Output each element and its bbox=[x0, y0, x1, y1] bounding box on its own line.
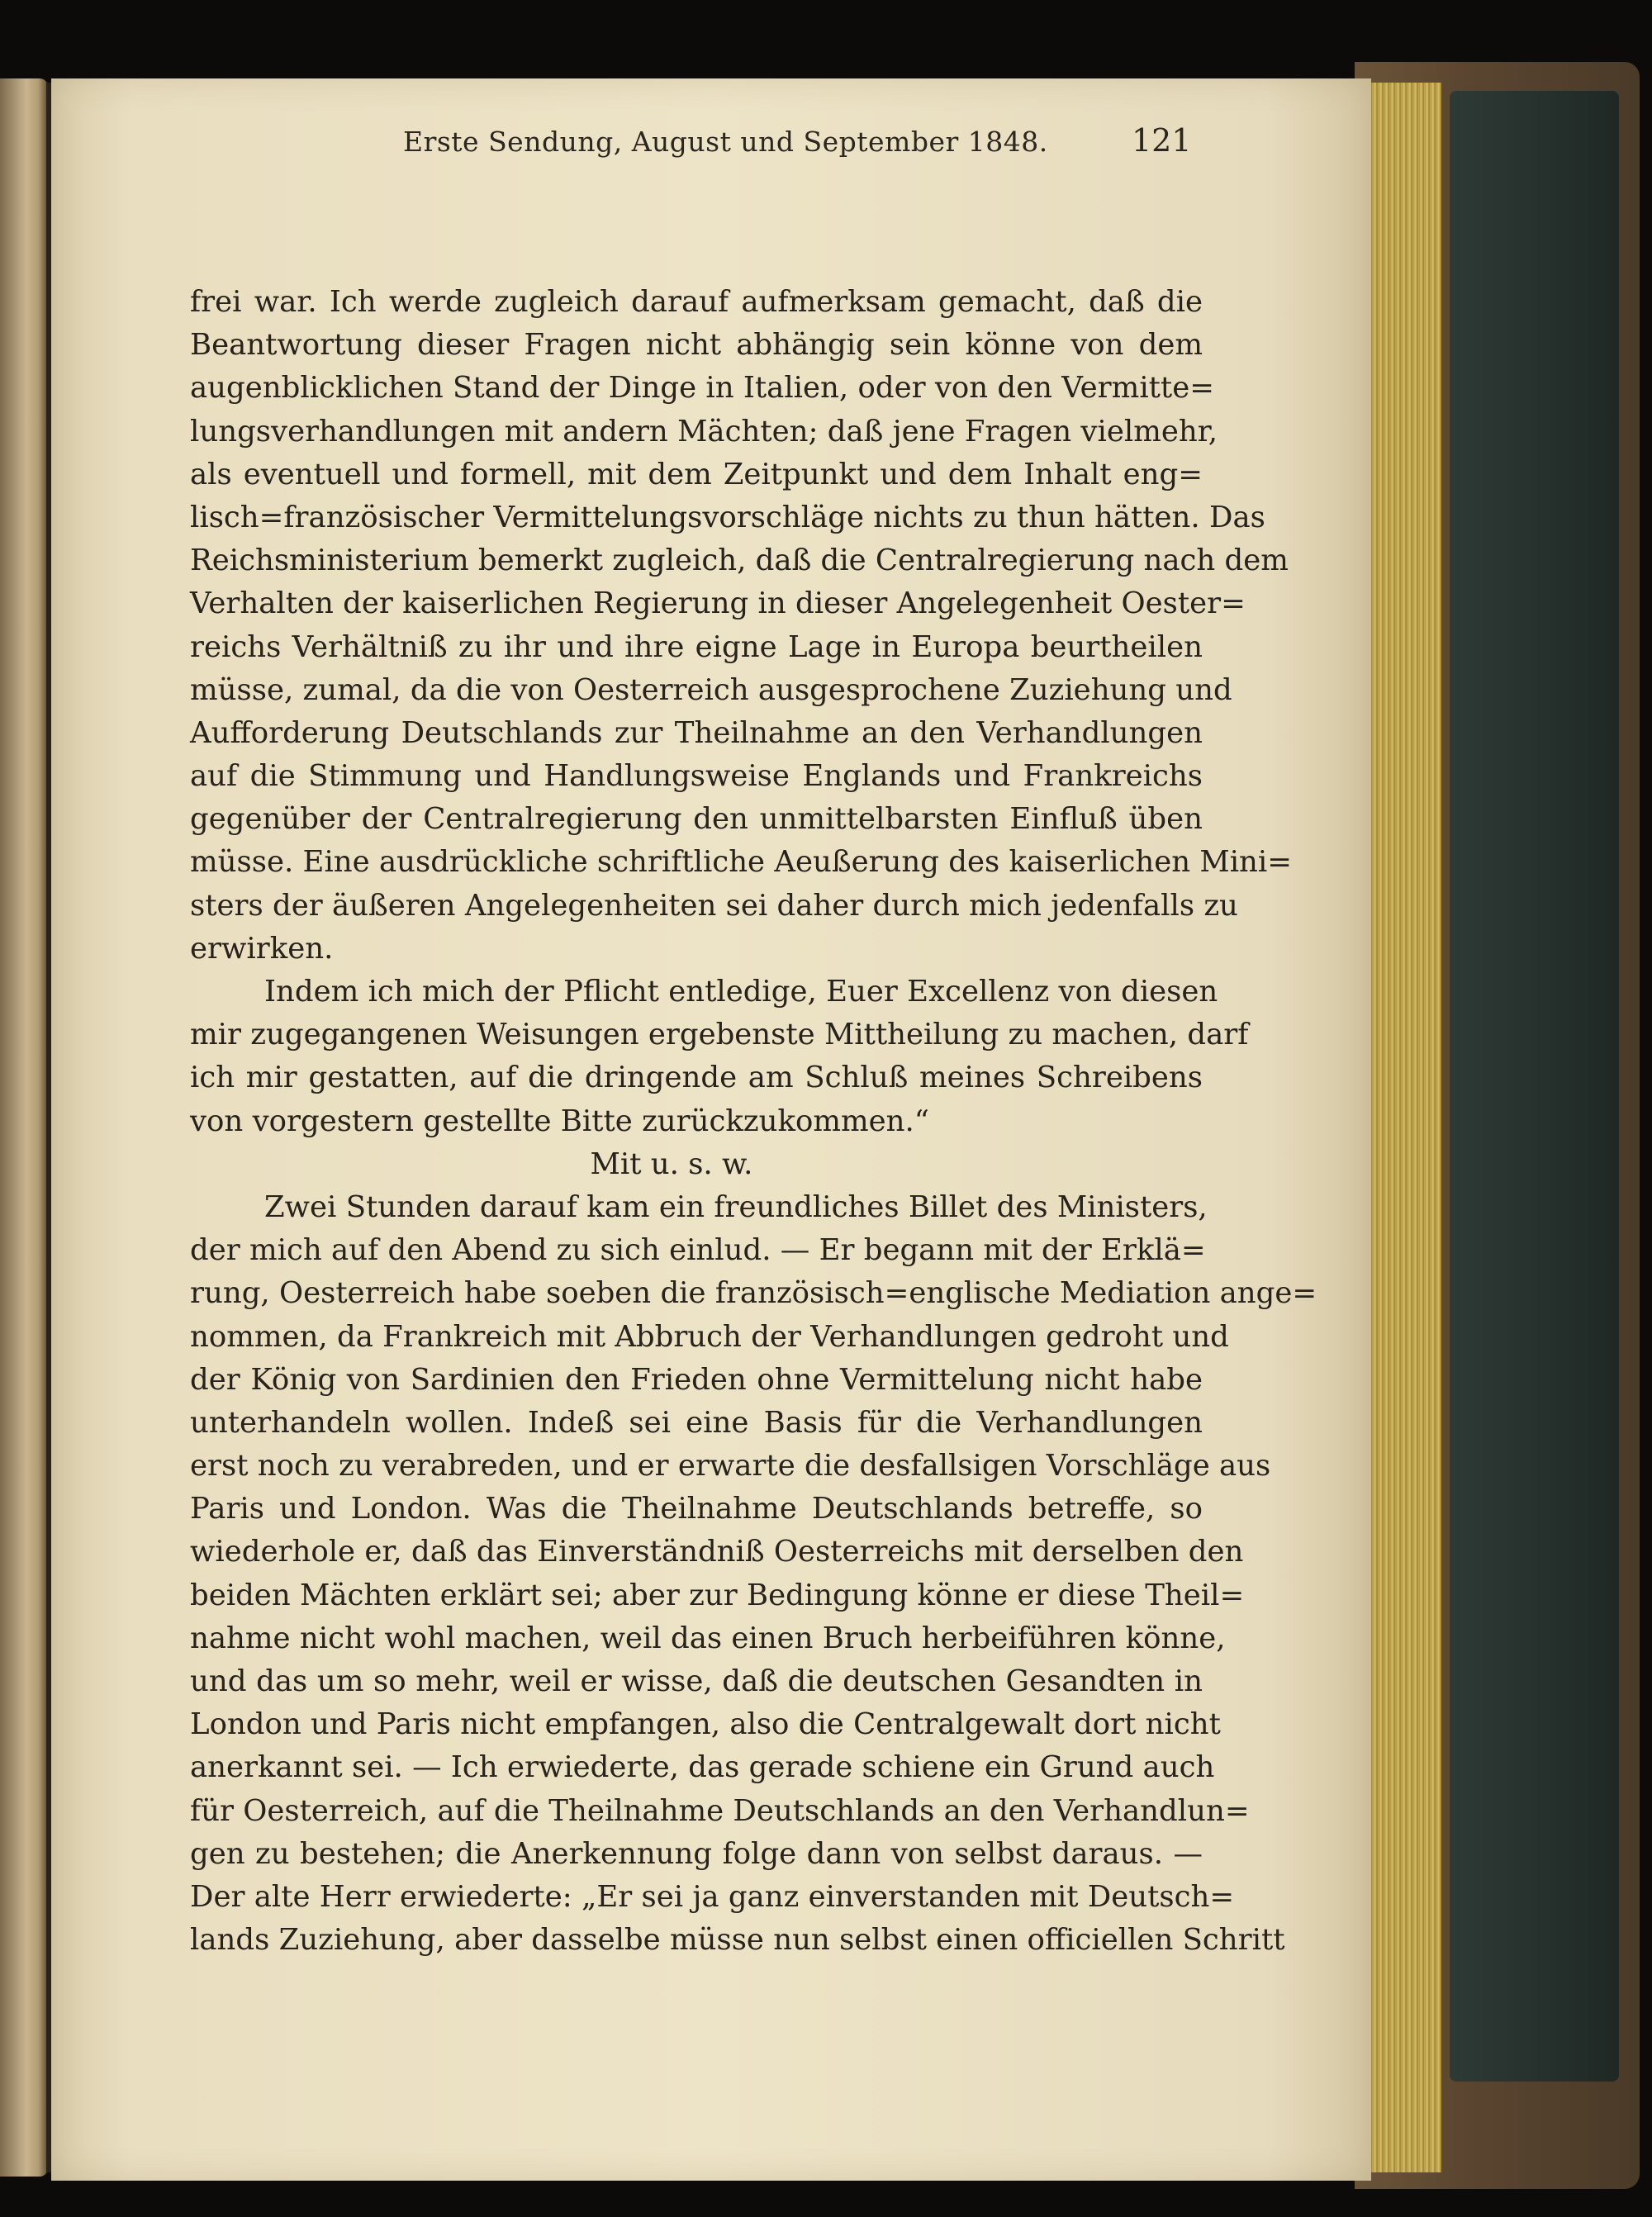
running-head bbox=[139, 122, 1213, 175]
text-line: Aufforderung Deutschlands zur Theilnahme an den Verhandlungen bbox=[190, 715, 1203, 750]
text-line: lisch=französischer Vermittelungsvorschläge nichts zu thun hätten. Das bbox=[190, 500, 1265, 534]
text-line: Paris und London. Was die Theilnahme Deutschlands betreffe, so bbox=[190, 1492, 1203, 1526]
text-line: nahme nicht wohl machen, weil das einen Bruch herbeiführen könne, bbox=[190, 1621, 1226, 1655]
text-line: rung, Oesterreich habe soeben die französisch=englische Mediation ange= bbox=[190, 1276, 1317, 1311]
text-line: nommen, da Frankreich mit Abbruch der Verhandlungen gedroht und bbox=[190, 1319, 1229, 1354]
text-line: gen zu bestehen; die Anerkennung folge dann von selbst daraus. — bbox=[190, 1836, 1203, 1871]
text-line: Reichsministerium bemerkt zugleich, daß die Centralregierung nach dem bbox=[190, 544, 1289, 578]
text-line: müsse, zumal, da die von Oesterreich ausgesprochene Zuziehung und bbox=[190, 672, 1232, 707]
paragraph-start-line: Indem ich mich der Pflicht entledige, Euer Excellenz von diesen bbox=[264, 975, 1218, 1009]
text-line: lungsverhandlungen mit andern Mächten; daß jene Fragen vielmehr, bbox=[190, 414, 1218, 449]
text-line: und das um so mehr, weil er wisse, daß die deutschen Gesandten in bbox=[190, 1664, 1203, 1698]
text-line: ich mir gestatten, auf die dringende am Schluß meines Schreibens bbox=[190, 1061, 1203, 1095]
text-line: für Oesterreich, auf die Theilnahme Deutschlands an den Verhandlun= bbox=[190, 1793, 1250, 1828]
text-line: gegenüber der Centralregierung den unmittelbarsten Einfluß üben bbox=[190, 802, 1203, 837]
text-line: erwirken. bbox=[190, 931, 334, 966]
closing-formula: Mit u. s. w. bbox=[590, 1146, 753, 1181]
text-line: frei war. Ich werde zugleich darauf aufmerksam gemacht, daß die bbox=[190, 285, 1203, 319]
text-line: London und Paris nicht empfangen, also die Centralgewalt dort nicht bbox=[190, 1707, 1221, 1742]
text-line: beiden Mächten erklärt sei; aber zur Bedingung könne er diese Theil= bbox=[190, 1578, 1245, 1612]
text-line: auf die Stimmung und Handlungsweise Englands und Frankreichs bbox=[190, 759, 1203, 794]
text-line: anerkannt sei. — Ich erwiederte, das gerade schiene ein Grund auch bbox=[190, 1750, 1215, 1785]
running-title: Erste Sendung, August und September 1848. bbox=[403, 126, 1048, 158]
text-line: Der alte Herr erwiederte: „Er sei ja ganz einverstanden mit Deutsch= bbox=[190, 1879, 1235, 1914]
text-line: mir zugegangenen Weisungen ergebenste Mittheilung zu machen, darf bbox=[190, 1018, 1249, 1052]
text-line: augenblicklichen Stand der Dinge in Italien, oder von den Vermitte= bbox=[190, 371, 1214, 406]
facing-page-edge bbox=[0, 78, 48, 2177]
page-edges bbox=[1367, 83, 1441, 2172]
text-line: Verhalten der kaiserlichen Regierung in dieser Angelegenheit Oester= bbox=[190, 586, 1246, 621]
text-line: unterhandeln wollen. Indeß sei eine Basis für die Verhandlungen bbox=[190, 1405, 1203, 1440]
page-number: 121 bbox=[1132, 122, 1192, 159]
text-line: sters der äußeren Angelegenheiten sei daher durch mich jedenfalls zu bbox=[190, 888, 1238, 923]
text-line: lands Zuziehung, aber dasselbe müsse nun selbst einen officiellen Schritt bbox=[190, 1923, 1285, 1958]
text-line: wiederhole er, daß das Einverständniß Oesterreichs mit derselben den bbox=[190, 1535, 1244, 1569]
text-line: der König von Sardinien den Frieden ohne Vermittelung nicht habe bbox=[190, 1362, 1203, 1397]
text-line: von vorgestern gestellte Bitte zurückzukommen.“ bbox=[190, 1104, 929, 1138]
text-line: reichs Verhältniß zu ihr und ihre eigne Lage in Europa beurtheilen bbox=[190, 629, 1203, 664]
text-line: erst noch zu verabreden, und er erwarte die desfallsigen Vorschläge aus bbox=[190, 1449, 1271, 1484]
text-line: der mich auf den Abend zu sich einlud. — Er begann mit der Erklä= bbox=[190, 1233, 1206, 1268]
text-line: Beantwortung dieser Fragen nicht abhängig sein könne von dem bbox=[190, 328, 1203, 363]
cover-cloth bbox=[1450, 91, 1619, 2082]
text-line: müsse. Eine ausdrückliche schriftliche Aeußerung des kaiserlichen Mini= bbox=[190, 845, 1293, 880]
text-line: als eventuell und formell, mit dem Zeitpunkt und dem Inhalt eng= bbox=[190, 457, 1203, 491]
body-text bbox=[190, 281, 1317, 1962]
paragraph-start-line: Zwei Stunden darauf kam ein freundliches Billet des Ministers, bbox=[264, 1189, 1208, 1224]
